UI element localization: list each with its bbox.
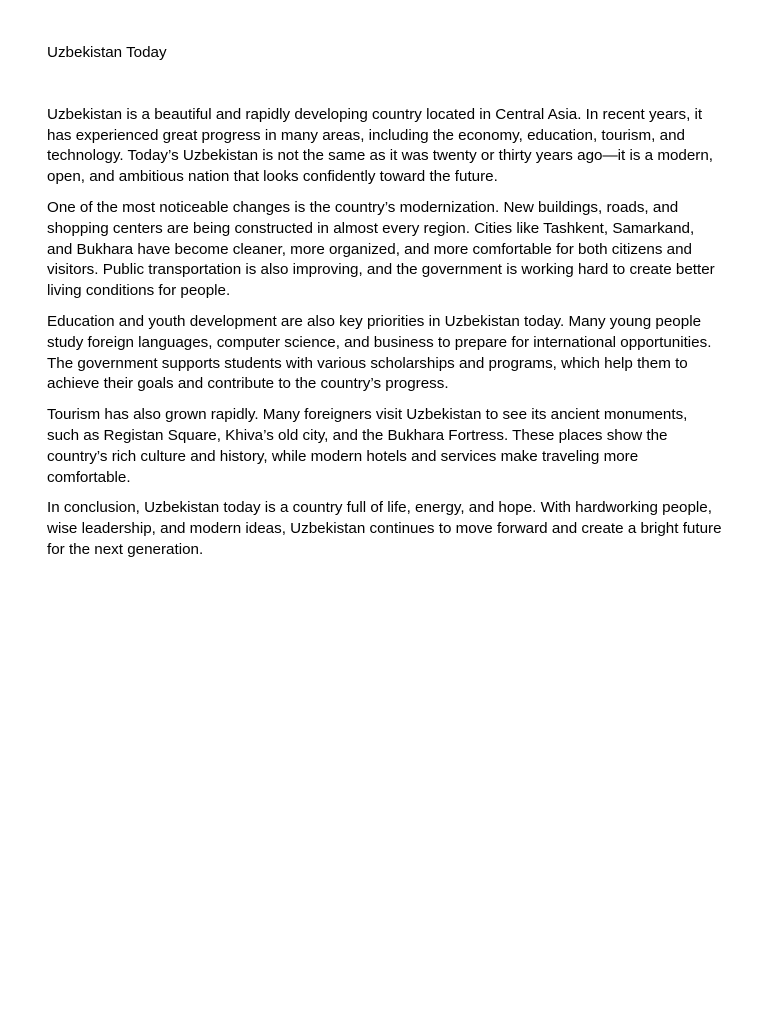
paragraph-tourism: Tourism has also grown rapidly. Many foreigners visit Uzbekistan to see its ancient monuments, such as Registan Square, Khiva’s old city, and the Bukhara Fortress. These places show the country’s rich culture and history, while modern hotels and services make traveling more comfortable. [47,406,688,486]
document-title: Uzbekistan Today [47,44,167,61]
paragraph-education: Education and youth development are also key priorities in Uzbekistan today. Many young people study foreign languages, computer science, and business to prepare for international opportunities. The government supports students with various scholarships and programs, which help them to achieve their goals and contribute to the country’s progress. [47,312,712,393]
paragraph-intro: Uzbekistan is a beautiful and rapidly developing country located in Central Asia. In recent years, it has experienced great progress in many areas, including the economy, education, tourism, and technology. Today’s Uzbekistan is not the same as it was twenty or thirty years ago—it is a modern, open, and ambitious nation that looks confidently toward the future. [47,105,714,186]
paragraph-conclusion: In conclusion, Uzbekistan today is a country full of life, energy, and hope. With hardworking people, wise leadership, and modern ideas, Uzbekistan continues to move forward and create a bright future for the next generation. [47,499,722,558]
paragraph-modernization: One of the most noticeable changes is the country’s modernization. New buildings, roads, and shopping centers are being constructed in almost every region. Cities like Tashkent, Samarkand, and Bukhara have become cleaner, more organized, and more comfortable for both citizens and visitors. Public transportation is also improving, and the government is working hard to create better living conditions for people. [47,198,715,300]
document-body [47,105,722,561]
